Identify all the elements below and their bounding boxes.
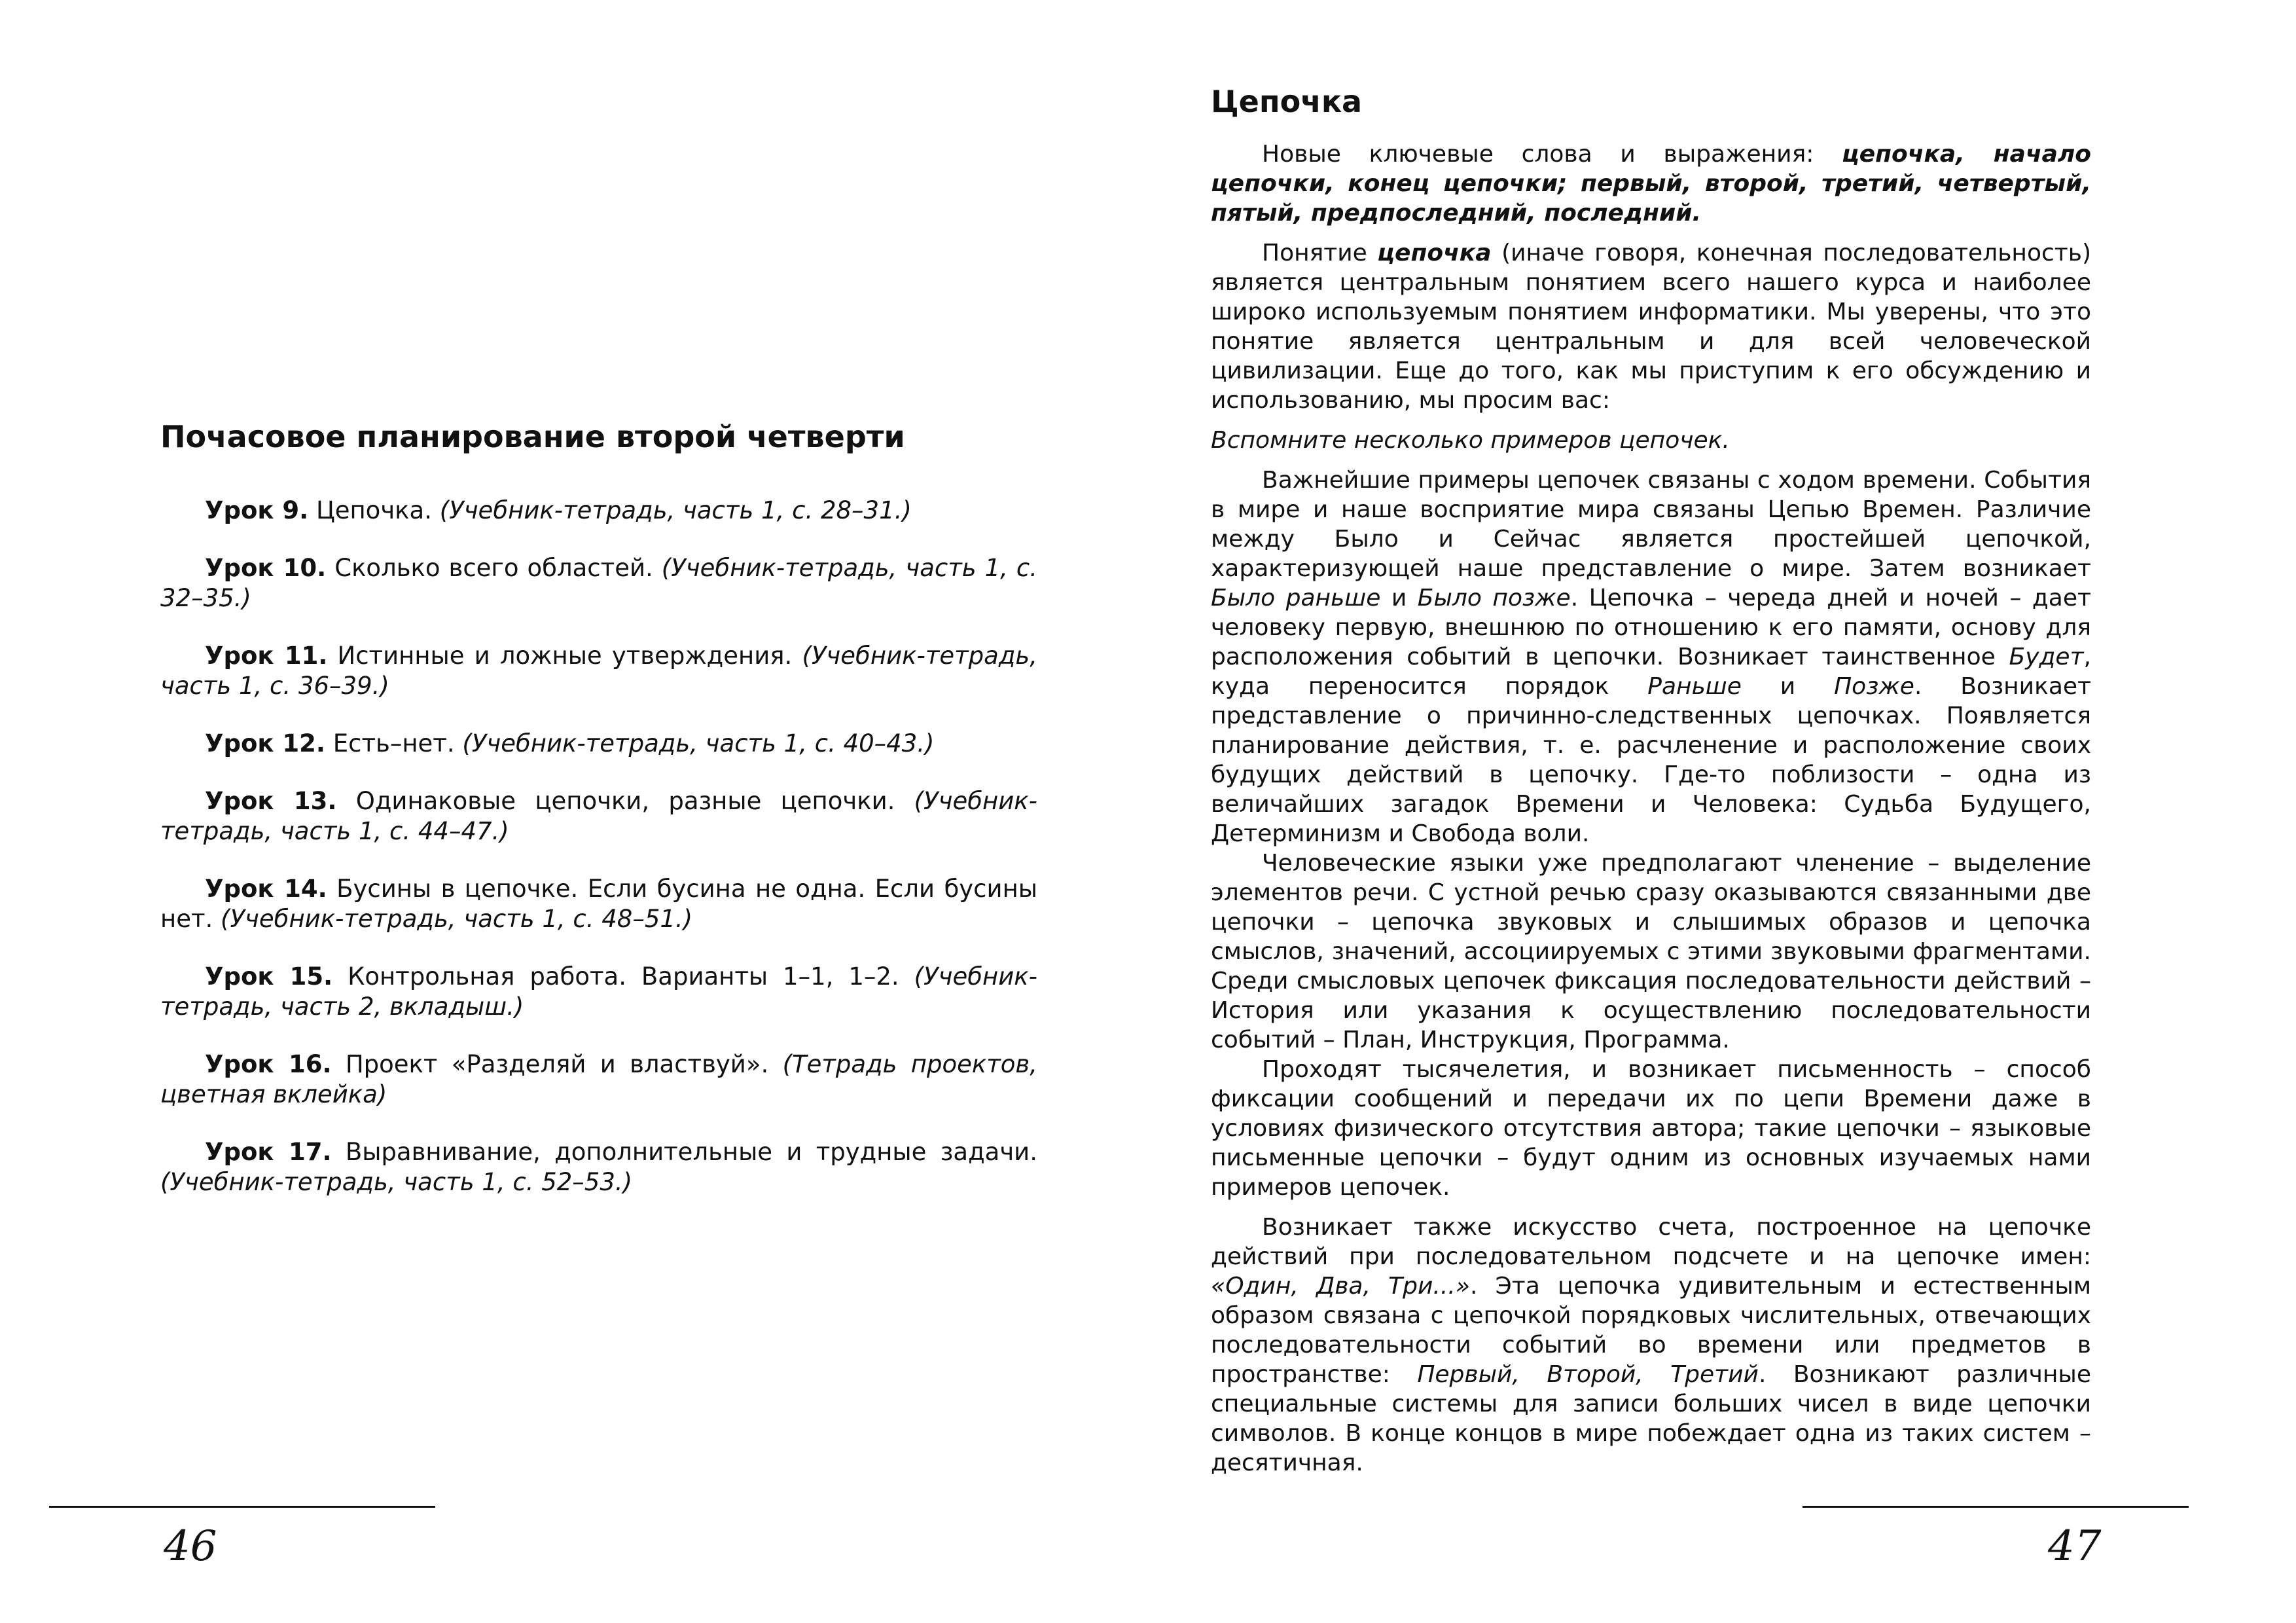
lesson-item — [160, 786, 1037, 847]
term-highlight: цепочка — [1377, 240, 1492, 267]
italic-term: Было позже — [1417, 585, 1571, 612]
lesson-item — [160, 962, 1037, 1022]
italic-term: «Один, Два, Три...» — [1211, 1273, 1470, 1300]
lesson-topic: Проект «Разделяй и властвуй». — [331, 1050, 783, 1079]
lesson-item — [160, 496, 1037, 526]
footer-rule — [1803, 1506, 2189, 1508]
right-page-title: Цепочка — [1211, 84, 1363, 119]
lesson-number: Урок 15. — [205, 962, 333, 991]
lesson-reference: (Учебник-тетрадь, часть 1, с. 28–31.) — [439, 496, 912, 525]
lesson-reference: (Учебник-тетрадь, часть 1, с. 48–51.) — [221, 905, 693, 934]
lesson-topic: Есть–нет. — [325, 729, 463, 758]
footer-rule — [49, 1506, 435, 1508]
lesson-topic: Одинаковые цепочки, разные цепочки. — [336, 787, 914, 816]
lesson-number: Урок 13. — [205, 787, 337, 816]
lesson-number: Урок 17. — [205, 1138, 332, 1167]
lesson-reference: (Учебник-тетрадь, часть 2, вкладыш.) — [160, 962, 1037, 1021]
text-run: . Эта цепочка удивительным и естественным образом связана с цепочкой порядковых числительных, отвечающих последовательности событий во времени или предметов в пространстве: — [1211, 1273, 2092, 1389]
left-page-title: Почасовое планирование второй четверти — [160, 419, 905, 454]
lesson-number: Урок 10. — [205, 554, 327, 583]
body-paragraph — [1211, 465, 2091, 848]
text-run: Важнейшие примеры цепочек связаны с ходом времени. События в мире и наше восприятие мира связаны Цепью Времен. Различие между Было и Сейчас является простейшей цепочкой, характеризующей наше представление о мире. Затем возникает — [1211, 467, 2091, 583]
lesson-number: Урок 16. — [205, 1050, 332, 1079]
text-run: (иначе говоря, конечная последовательность) является центральным понятием всего нашего курса и наиболее широко используемым понятием информатики. Мы уверены, что это понятие является центральным и для всей человеческой цивилизации. Еще до того, как мы приступим к его обсуждению и использованию, мы просим вас: — [1211, 240, 2092, 414]
prompt-line: Вспомните несколько примеров цепочек. — [1211, 427, 1730, 454]
italic-term: Будет — [2009, 644, 2084, 671]
text-run: Понятие — [1262, 240, 1378, 267]
text-run: . Возникают различные специальные системы для записи больших чисел в виде цепочки символов. В конце концов в мире побеждает одна из таких систем – десятичная. — [1211, 1361, 2091, 1477]
lesson-item — [160, 553, 1037, 613]
text-run: . Возникает представление о причинно-следственных цепочках. Появляется планирование действия, т. е. расчленение и расположение своих будущих действий в цепочку. Где-то поблизости – одна из величайших загадок Времени и Человека: Судьба Будущего, Детерминизм и Свобода воли. — [1211, 673, 2091, 848]
lesson-topic: Контрольная работа. Варианты 1–1, 1–2. — [332, 962, 914, 991]
lesson-number: Урок 14. — [205, 875, 327, 903]
body-paragraph: Проходят тысячелетия, и возникает письменность – способ фиксации сообщений и передачи их по цепи Времени даже в условиях физического отсутствия автора; такие цепочки – языковые письменные цепочки – будут одним из основных изучаемых нами примеров цепочек. — [1211, 1056, 2091, 1201]
lesson-topic: Бусины в цепочке. Если бусина не одна. Если бусины нет. — [160, 875, 1037, 934]
italic-term: Первый, Второй, Третий — [1417, 1361, 1759, 1389]
body-paragraph: Человеческие языки уже предполагают членение – выделение элементов речи. С устной речью сразу оказываются связанными две цепочки – цепочка звуковых и слышимых образов и цепочка смыслов, значений, ассоциируемых с этими звуковыми фрагментами. Среди смысловых цепочек фиксация последовательности действий – История или указания к осуществлению последовательности событий – План, Инструкция, Программа. — [1211, 850, 2091, 1054]
lesson-number: Урок 9. — [205, 496, 309, 525]
lesson-item — [160, 1049, 1037, 1110]
keywords-paragraph — [1211, 139, 2091, 228]
lesson-plan — [160, 419, 1037, 1225]
lesson-item — [160, 729, 1037, 759]
lesson-topic: Выравнивание, дополнительные и трудные задачи. — [331, 1138, 1037, 1167]
text-run: Возникает также искусство счета, построенное на цепочке действий при последовательном подсчете и на цепочке имен: — [1211, 1214, 2091, 1271]
article-body — [1211, 84, 2091, 1478]
italic-term: Было раньше — [1211, 585, 1381, 612]
keywords-intro: Новые ключевые слова и выражения: — [1262, 141, 1842, 168]
lesson-reference: (Тетрадь проектов, цветная вклейка) — [160, 1050, 1037, 1109]
lesson-topic: Цепочка. — [308, 496, 440, 525]
italic-term: Позже — [1834, 673, 1914, 701]
body-paragraph — [1211, 1213, 2091, 1478]
lesson-reference: (Учебник-тетрадь, часть 1, с. 44–47.) — [160, 787, 1037, 846]
lesson-reference: (Учебник-тетрадь, часть 1, с. 52–53.) — [160, 1168, 633, 1197]
lesson-reference: (Учебник-тетрадь, часть 1, с. 40–43.) — [462, 729, 935, 758]
lesson-number: Урок 11. — [205, 642, 328, 670]
lesson-number: Урок 12. — [205, 729, 325, 758]
lesson-reference: (Учебник-тетрадь, часть 1, с. 32–35.) — [160, 554, 1037, 613]
text-run: и — [1741, 673, 1835, 701]
keywords-list: цепочка, начало цепочки, конец цепочки; первый, второй, третий, четвертый, пятый, предпоследний, последний. — [1211, 141, 2091, 227]
text-run: . Цепочка – череда дней и ночей – дает человеку первую, внешнюю по отношению к его памяти, основу для расположения событий в цепочки. Возникает таинственное — [1211, 585, 2091, 671]
text-run: , куда переносится порядок — [1211, 644, 2091, 701]
right-page — [1148, 0, 2296, 1623]
lesson-topic: Сколько всего областей. — [326, 554, 662, 583]
italic-term: Раньше — [1647, 673, 1742, 701]
page-number: 46 — [164, 1522, 217, 1571]
lesson-reference: (Учебник-тетрадь, часть 1, с. 36–39.) — [160, 642, 1037, 701]
lesson-item — [160, 874, 1037, 934]
lesson-item — [160, 641, 1037, 701]
page-number: 47 — [2048, 1522, 2102, 1571]
text-run: и — [1380, 585, 1418, 612]
lesson-item — [160, 1137, 1037, 1197]
body-paragraph — [1211, 238, 2091, 415]
lesson-topic: Истинные и ложные утверждения. — [327, 642, 802, 670]
